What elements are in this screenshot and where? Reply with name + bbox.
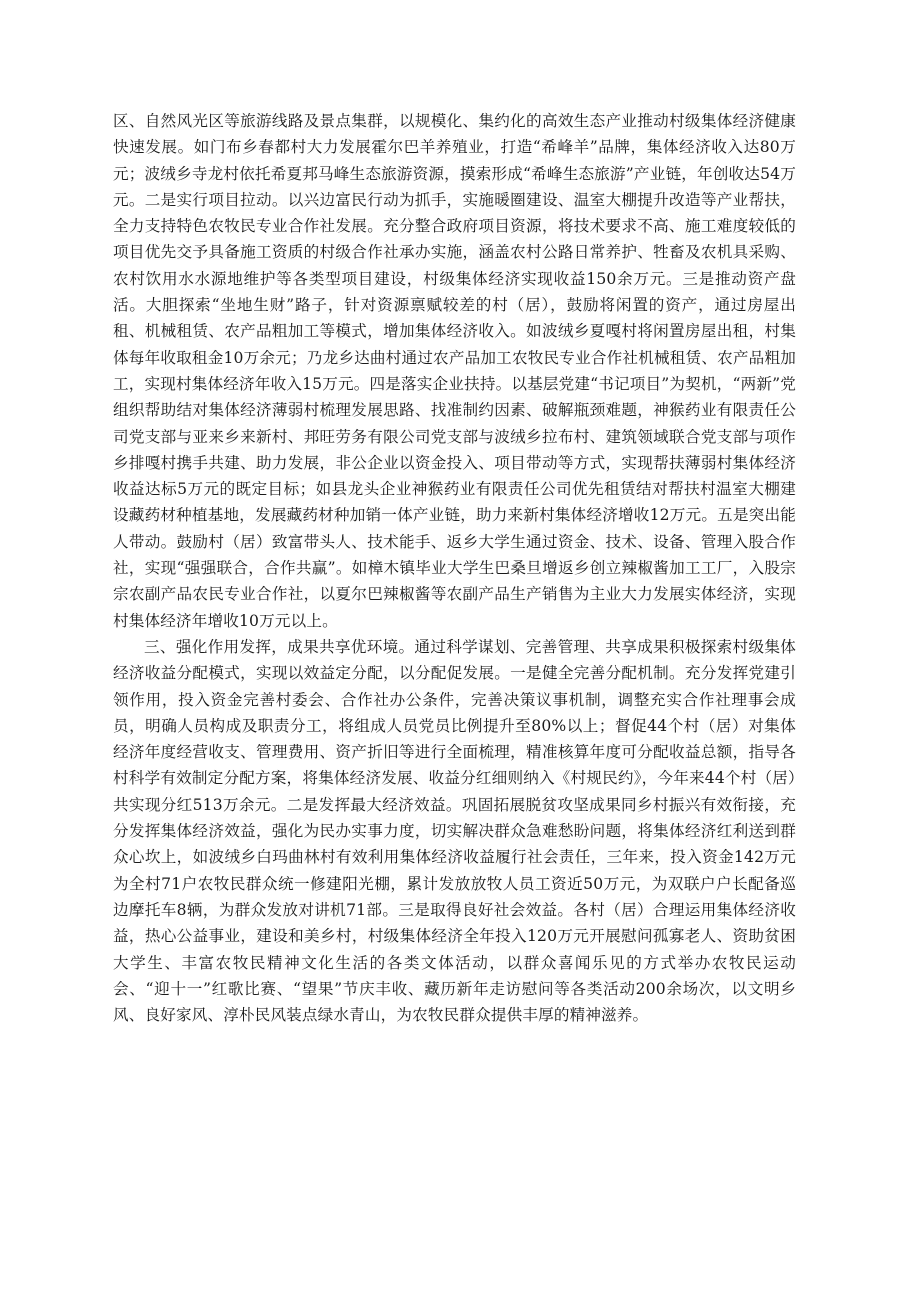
body-paragraph-1: 区、自然风光区等旅游线路及景点集群，以规模化、集约化的高效生态产业推动村级集体经济健康快速发展。如门布乡春都村大力发展霍尔巴羊养殖业，打造“希峰羊”品牌，集体经济收入达80万元；波绒乡寺龙村依托希夏邦马峰生态旅游资源，摸索形成“希峰生态旅游”产业链，年创收达54万元。二是实行项目拉动。以兴边富民行动为抓手，实施暖圈建设、温室大棚提升改造等产业帮扶，全力支持特色农牧民专业合作社发展。充分整合政府项目资源，将技术要求不高、施工难度较低的项目优先交予具备施工资质的村级合作社承办实施，涵盖农村公路日常养护、牲畜及农机具采购、农村饮用水水源地维护等各类型项目建设，村级集体经济实现收益150余万元。三是推动资产盘活。大胆探索“坐地生财”路子，针对资源禀赋较差的村（居），鼓励将闲置的资产，通过房屋出租、机械租赁、农产品粗加工等模式，增加集体经济收入。如波绒乡夏嘎村将闲置房屋出租，村集体每年收取租金10万余元；乃龙乡达曲村通过农产品加工农牧民专业合作社机械租赁、农产品粗加工，实现村集体经济年收入15万元。四是落实企业扶持。以基层党建“书记项目”为契机，“两新”党组织帮助结对集体经济薄弱村梳理发展思路、找准制约因素、破解瓶颈难题，神猴药业有限责任公司党支部与亚来乡来新村、邦旺劳务有限公司党支部与波绒乡拉布村、建筑领域联合党支部与项作乡排嘎村携手共建、助力发展，非公企业以资金投入、项目带动等方式，实现帮扶薄弱村集体经济收益达标5万元的既定目标；如县龙头企业神猴药业有限责任公司优先租赁结对帮扶村温室大棚建设藏药材种植基地，发展藏药材种加销一体产业链，助力来新村集体经济增收12万元。五是突出能人带动。鼓励村（居）致富带头人、技术能手、返乡大学生通过资金、技术、设备、管理入股合作社，实现“强强联合，合作共赢”。如樟木镇毕业大学生巴桑旦增返乡创立辣椒酱加工工厂，入股宗宗农副产品农民专业合作社，以夏尔巴辣椒酱等农副产品生产销售为主业大力发展实体经济，实现村集体经济年增收10万元以上。 xyxy=(113,112,796,630)
document-page xyxy=(113,108,796,1028)
body-paragraph-2: 三、强化作用发挥，成果共享优环境。通过科学谋划、完善管理、共享成果积极探索村级集体经济收益分配模式，实现以效益定分配，以分配促发展。一是健全完善分配机制。充分发挥党建引领作用，投入资金完善村委会、合作社办公条件，完善决策议事机制，调整充实合作社理事会成员，明确人员构成及职责分工，将组成人员党员比例提升至80%以上；督促44个村（居）对集体经济年度经营收支、管理费用、资产折旧等进行全面梳理，精准核算年度可分配收益总额，指导各村科学有效制定分配方案，将集体经济发展、收益分红细则纳入《村规民约》，今年来44个村（居）共实现分红513万余元。二是发挥最大经济效益。巩固拓展脱贫攻坚成果同乡村振兴有效衔接，充分发挥集体经济效益，强化为民办实事力度，切实解决群众急难愁盼问题，将集体经济红利送到群众心坎上，如波绒乡白玛曲林村有效利用集体经济收益履行社会责任，三年来，投入资金142万元为全村71户农牧民群众统一修建阳光棚，累计发放放牧人员工资近50万元，为双联户户长配备巡边摩托车8辆，为群众发放对讲机71部。三是取得良好社会效益。各村（居）合理运用集体经济收益，热心公益事业，建设和美乡村，村级集体经济全年投入120万元开展慰问孤寡老人、资助贫困大学生、丰富农牧民精神文化生活的各类文体活动，以群众喜闻乐见的方式举办农牧民运动会、“迎十一”红歌比赛、“望果”节庆丰收、藏历新年走访慰问等各类活动200余场次，以文明乡风、良好家风、淳朴民风装点绿水青山，为农牧民群众提供丰厚的精神滋养。 xyxy=(113,637,796,1025)
